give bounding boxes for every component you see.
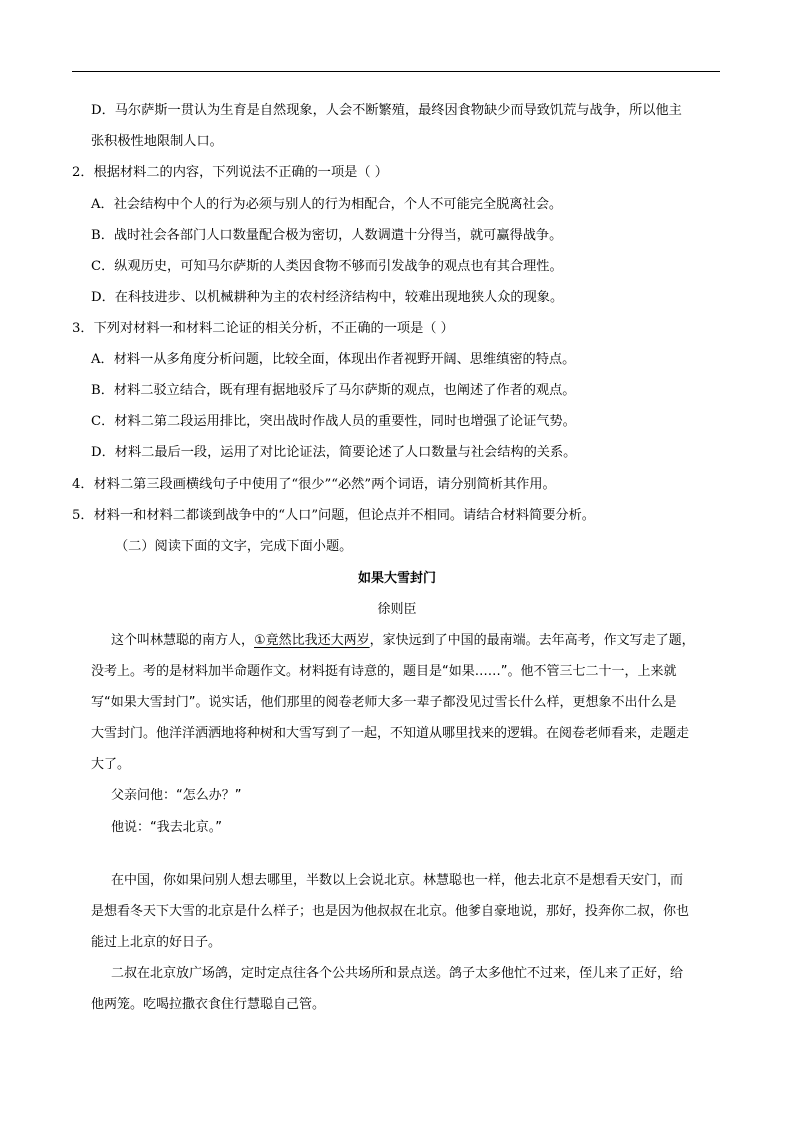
question-3-option-b: B．材料二驳立结合，既有理有据地驳斥了马尔萨斯的观点，也阐述了作者的观点。 <box>91 383 576 398</box>
story-author: 徐则臣 <box>377 602 417 617</box>
story-p1-line4: 大雪封门。他洋洋洒洒地将种树和大雪写到了一起，不知道从哪里找来的逻辑。在阅卷老师看来，走题走 <box>91 726 690 741</box>
question-2-option-a: A．社会结构中个人的行为必须与别人的行为相配合，个人不可能完全脱离社会。 <box>91 197 563 212</box>
story-p5-line1: 二叔在北京放广场鸽，定时定点往各个公共场所和景点送。鸽子太多他忙不过来，侄儿来了正好，给 <box>111 966 684 981</box>
question-3-option-c: C．材料二第二段运用排比，突出战时作战人员的重要性，同时也增强了论证气势。 <box>91 414 576 429</box>
q1-option-d-line2: 张积极性地限制人口。 <box>91 134 223 149</box>
question-3-stem: 3．下列对材料一和材料二论证的相关分析，不正确的一项是（ ） <box>72 321 454 336</box>
question-5: 5．材料一和材料二都谈到战争中的“人口”问题，但论点并不相同。请结合材料简要分析。 <box>72 508 595 523</box>
story-p1-line5: 大了。 <box>91 757 131 772</box>
q1-option-d-line1: D．马尔萨斯一贯认为生育是自然现象，人会不断繁殖，最终因食物缺少而导致饥荒与战争，所以他主 <box>91 103 682 118</box>
header-rule <box>72 71 720 72</box>
section-2-heading: （二）阅读下面的文字，完成下面小题。 <box>115 539 353 554</box>
story-p1-text: ，家快远到了中国的最南端。去年高考，作文写走了题， <box>369 633 695 648</box>
story-p3: 他说：“我去北京。” <box>111 820 222 835</box>
story-p1-line1 <box>111 631 695 651</box>
story-p5-line2: 他两笼。吃喝拉撒衣食住行慧聪自己管。 <box>91 997 326 1012</box>
question-2-stem: 2．根据材料二的内容，下列说法不正确的一项是（ ） <box>72 165 388 180</box>
question-4: 4．材料二第三段画横线句子中使用了“很少”“必然”两个词语，请分别简析其作用。 <box>72 477 556 492</box>
question-2-option-d: D．在科技进步、以机械耕种为主的农村经济结构中，较难出现地狭人众的现象。 <box>91 290 564 305</box>
story-p4-line3: 能过上北京的好日子。 <box>91 935 222 950</box>
question-3-option-a: A．材料一从多角度分析问题，比较全面，体现出作者视野开阔、思维缜密的特点。 <box>91 352 576 367</box>
underlined-sentence: ①竟然比我还大两岁 <box>254 633 370 648</box>
question-2-option-b: B．战时社会各部门人口数量配合极为密切，人数调遣十分得当，就可赢得战争。 <box>91 228 563 243</box>
question-3-option-d: D．材料二最后一段，运用了对比论证法，简要论述了人口数量与社会结构的关系。 <box>91 445 577 460</box>
story-p2: 父亲问他：“怎么办？” <box>111 788 242 803</box>
story-p1-text: 这个叫林慧聪的南方人， <box>111 633 255 648</box>
story-p4-line1: 在中国，你如果问别人想去哪里，半数以上会说北京。林慧聪也一样，他去北京不是想看天安门，而 <box>111 873 684 888</box>
story-p1-line2: 没考上。考的是材料加半命题作文。材料挺有诗意的，题目是“如果……”。他不管三七二十一，上来就 <box>91 664 677 679</box>
question-2-option-c: C．纵观历史，可知马尔萨斯的人类因食物不够而引发战争的观点也有其合理性。 <box>91 259 563 274</box>
story-title: 如果大雪封门 <box>357 571 436 586</box>
story-p4-line2: 是想看冬天下大雪的北京是什么样子；也是因为他叔叔在北京。他爹自豪地说，那好，投奔你二叔，你也 <box>91 904 690 919</box>
story-p1-line3: 写“如果大雪封门”。说实话，他们那里的阅卷老师大多一辈子都没见过雪长什么样，更想象不出什么是 <box>91 695 677 710</box>
